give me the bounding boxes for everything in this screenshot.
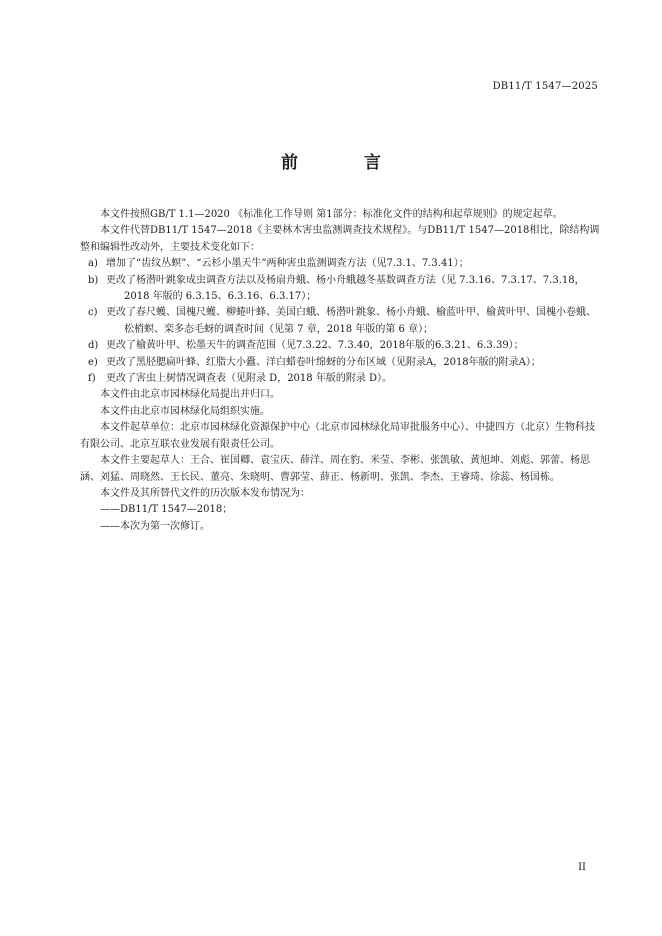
list-marker: a) bbox=[88, 258, 98, 270]
list-marker: d) bbox=[88, 340, 99, 352]
page-number: II bbox=[578, 862, 586, 873]
paragraph: 本文件由北京市园林绿化局提出并归口。 bbox=[100, 389, 280, 401]
paragraph: 本文件由北京市园林绿化局组织实施。 bbox=[100, 405, 270, 417]
change-item bbox=[80, 256, 600, 272]
list-text: 增加了“齿纹丛螟”、“云杉小墨天牛”两种害虫监测调查方法（见7.3.1、7.3.41）； bbox=[106, 258, 469, 270]
change-item bbox=[80, 338, 600, 354]
document-code: DB11/T 1547—2025 bbox=[492, 81, 598, 92]
list-text: 更改了春尺蠖、国槐尺蠖、柳蜷叶蜂、美国白蛾、杨潜叶跳象、杨小舟蛾、榆蓝叶甲、榆黄叶甲、国槐小卷蛾、松梢螟、栾多态毛蚜的调查时间（见第 7 章，2018 年版的第 6 章）； bbox=[106, 307, 596, 335]
paragraph: 本文件起草单位：北京市园林绿化资源保护中心（北京市园林绿化局审批服务中心）、中捷四方（北京）生物科技有限公司、北京互联农业发展有限责任公司。 bbox=[80, 422, 595, 450]
change-item bbox=[80, 355, 600, 371]
paragraph: 本文件代替DB11/T 1547—2018《主要林木害虫监测调查技术规程》。与DB11/T 1547—2018相比，除结构调整和编辑性改动外，主要技术变化如下： bbox=[80, 225, 600, 253]
foreword-body bbox=[80, 207, 600, 535]
page-title: 前 言 bbox=[281, 153, 411, 173]
paragraph: 本文件主要起草人：王合、崔国卿、袁宝庆、薛洋、周在豹、米莹、李彬、张凯敏、黄旭坤、刘彪、郭蕾、杨思涵、刘猛、周晓然、王长民、董亮、朱晓明、曹郭莹、薛正、杨新明、张凯、李杰、王睿琦、徐蕊、杨国栋。 bbox=[80, 455, 590, 483]
paragraph: 本文件按照GB/T 1.1—2020 《标准化工作导则 第1部分：标准化文件的结构和起草规则》的规定起草。 bbox=[100, 209, 563, 220]
change-item bbox=[80, 371, 600, 387]
list-marker: f) bbox=[88, 373, 96, 385]
paragraph: 本文件及其所替代文件的历次版本发布情况为： bbox=[100, 487, 310, 499]
list-text: 更改了榆黄叶甲、松墨天牛的调查范围（见7.3.22、7.3.40，2018年版的6.3.21、6.3.39）； bbox=[106, 340, 524, 352]
list-marker: e) bbox=[88, 356, 98, 368]
change-item bbox=[80, 305, 600, 338]
change-item bbox=[80, 273, 600, 306]
list-text: 更改了杨潜叶跳象成虫调查方法以及杨扇舟蛾、杨小舟蛾越冬基数调查方法（见 7.3.16、7.3.17、7.3.18，2018 年版的 6.3.15、6.3.16、6.3.17）； bbox=[106, 274, 585, 303]
history-item: ——本次为第一次修订。 bbox=[100, 520, 210, 532]
list-text: 更改了黑胫腮扁叶蜂、红脂大小蠹、洋白蜡卷叶绵蚜的分布区域（见附录A，2018年版的附录A）； bbox=[106, 356, 541, 368]
history-item: ——DB11/T 1547—2018； bbox=[100, 504, 233, 516]
list-text: 更改了害虫上树情况调查表（见附录 D，2018 年版的附录 D）。 bbox=[106, 373, 393, 385]
list-marker: b) bbox=[88, 274, 99, 286]
list-marker: c) bbox=[88, 307, 98, 319]
